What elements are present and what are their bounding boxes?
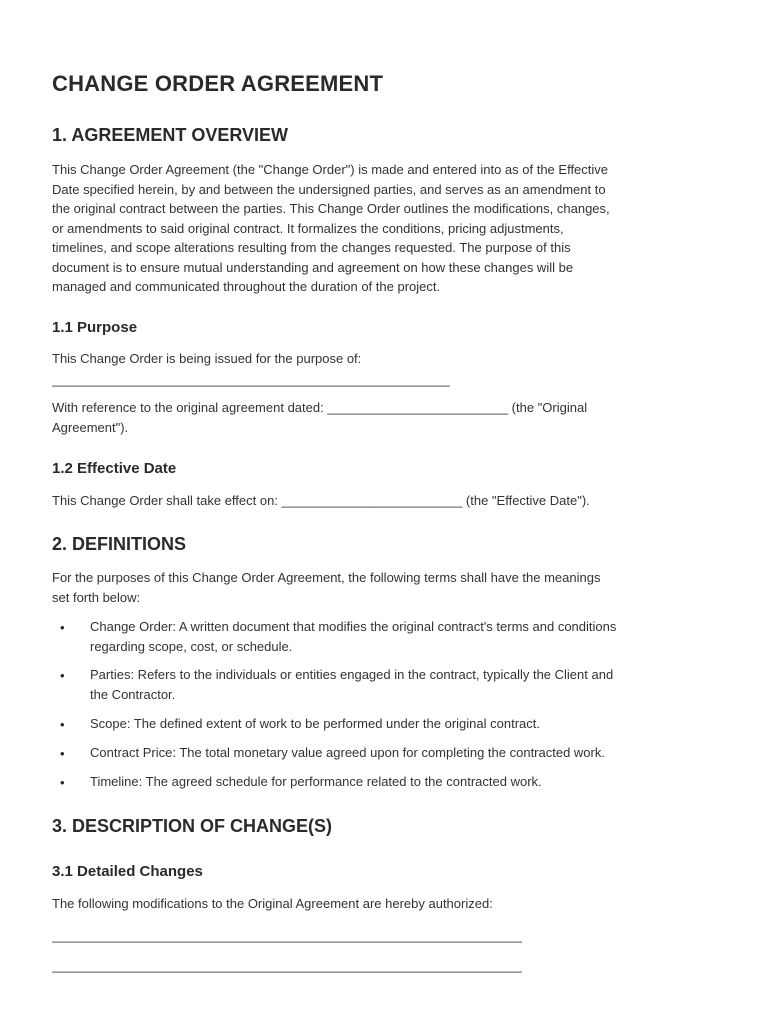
bullet-icon: • bbox=[60, 775, 65, 790]
definition-item: Change Order: A written document that modifies the original contract's terms and conditions bbox=[90, 619, 617, 634]
definition-item: Timeline: The agreed schedule for performance related to the contracted work. bbox=[90, 774, 542, 789]
detailed-changes-blank-line[interactable]: _________________________________________________________________ bbox=[52, 928, 522, 943]
definitions-intro: For the purposes of this Change Order Agreement, the following terms shall have the meanings bbox=[52, 570, 601, 585]
subsection-heading-detailed-changes: 3.1 Detailed Changes bbox=[52, 863, 203, 880]
overview-line: or amendments to said original contract. It formalizes the conditions, pricing adjustments, bbox=[52, 220, 564, 236]
definition-item-cont: regarding scope, cost, or schedule. bbox=[90, 638, 293, 654]
subsection-heading-purpose: 1.1 Purpose bbox=[52, 319, 138, 336]
overview-line: This Change Order Agreement (the "Change Order") is made and entered into as of the Effective bbox=[52, 162, 609, 177]
original-agreement-reference: With reference to the original agreement dated: _________________________ (the "Original bbox=[52, 400, 588, 415]
section-heading-description: 3. DESCRIPTION OF CHANGE(S) bbox=[52, 816, 333, 836]
effective-date-text: This Change Order shall take effect on: _________________________ (the "Effective Date"). bbox=[52, 493, 590, 508]
section-heading-definitions: 2. DEFINITIONS bbox=[52, 534, 187, 554]
overview-line: managed and communicated throughout the duration of the project. bbox=[52, 279, 441, 294]
section-heading-overview: 1. AGREEMENT OVERVIEW bbox=[52, 125, 289, 145]
definitions-intro-cont: set forth below: bbox=[52, 589, 141, 605]
bullet-icon: • bbox=[60, 620, 65, 635]
definition-item: Parties: Refers to the individuals or entities engaged in the contract, typically the Client and bbox=[90, 667, 614, 682]
purpose-blank-line[interactable]: _______________________________________________________ bbox=[52, 372, 450, 387]
bullet-icon: • bbox=[60, 717, 65, 732]
purpose-intro: This Change Order is being issued for the purpose of: bbox=[52, 351, 362, 366]
document-title: CHANGE ORDER AGREEMENT bbox=[52, 71, 384, 96]
detailed-changes-blank-line[interactable]: _________________________________________________________________ bbox=[52, 958, 522, 973]
overview-line: the original contract between the parties. This Change Order outlines the modifications, changes, bbox=[52, 201, 610, 216]
overview-line: Date specified herein, by and between the undersigned parties, and serves as an amendment to bbox=[52, 181, 606, 197]
definition-item: Contract Price: The total monetary value agreed upon for completing the contracted work. bbox=[90, 745, 605, 760]
overview-line: document is to ensure mutual understanding and agreement on how these changes will be bbox=[52, 259, 574, 275]
detailed-changes-intro: The following modifications to the Original Agreement are hereby authorized: bbox=[52, 896, 493, 911]
subsection-heading-effective-date: 1.2 Effective Date bbox=[52, 460, 177, 477]
definition-item: Scope: The defined extent of work to be performed under the original contract. bbox=[90, 716, 540, 731]
bullet-icon: • bbox=[60, 668, 65, 683]
original-agreement-reference-cont: Agreement"). bbox=[52, 419, 129, 435]
definition-item-cont: the Contractor. bbox=[90, 686, 176, 702]
bullet-icon: • bbox=[60, 746, 65, 761]
overview-line: timelines, and scope alterations resulting from the changes requested. The purpose of this bbox=[52, 240, 571, 255]
